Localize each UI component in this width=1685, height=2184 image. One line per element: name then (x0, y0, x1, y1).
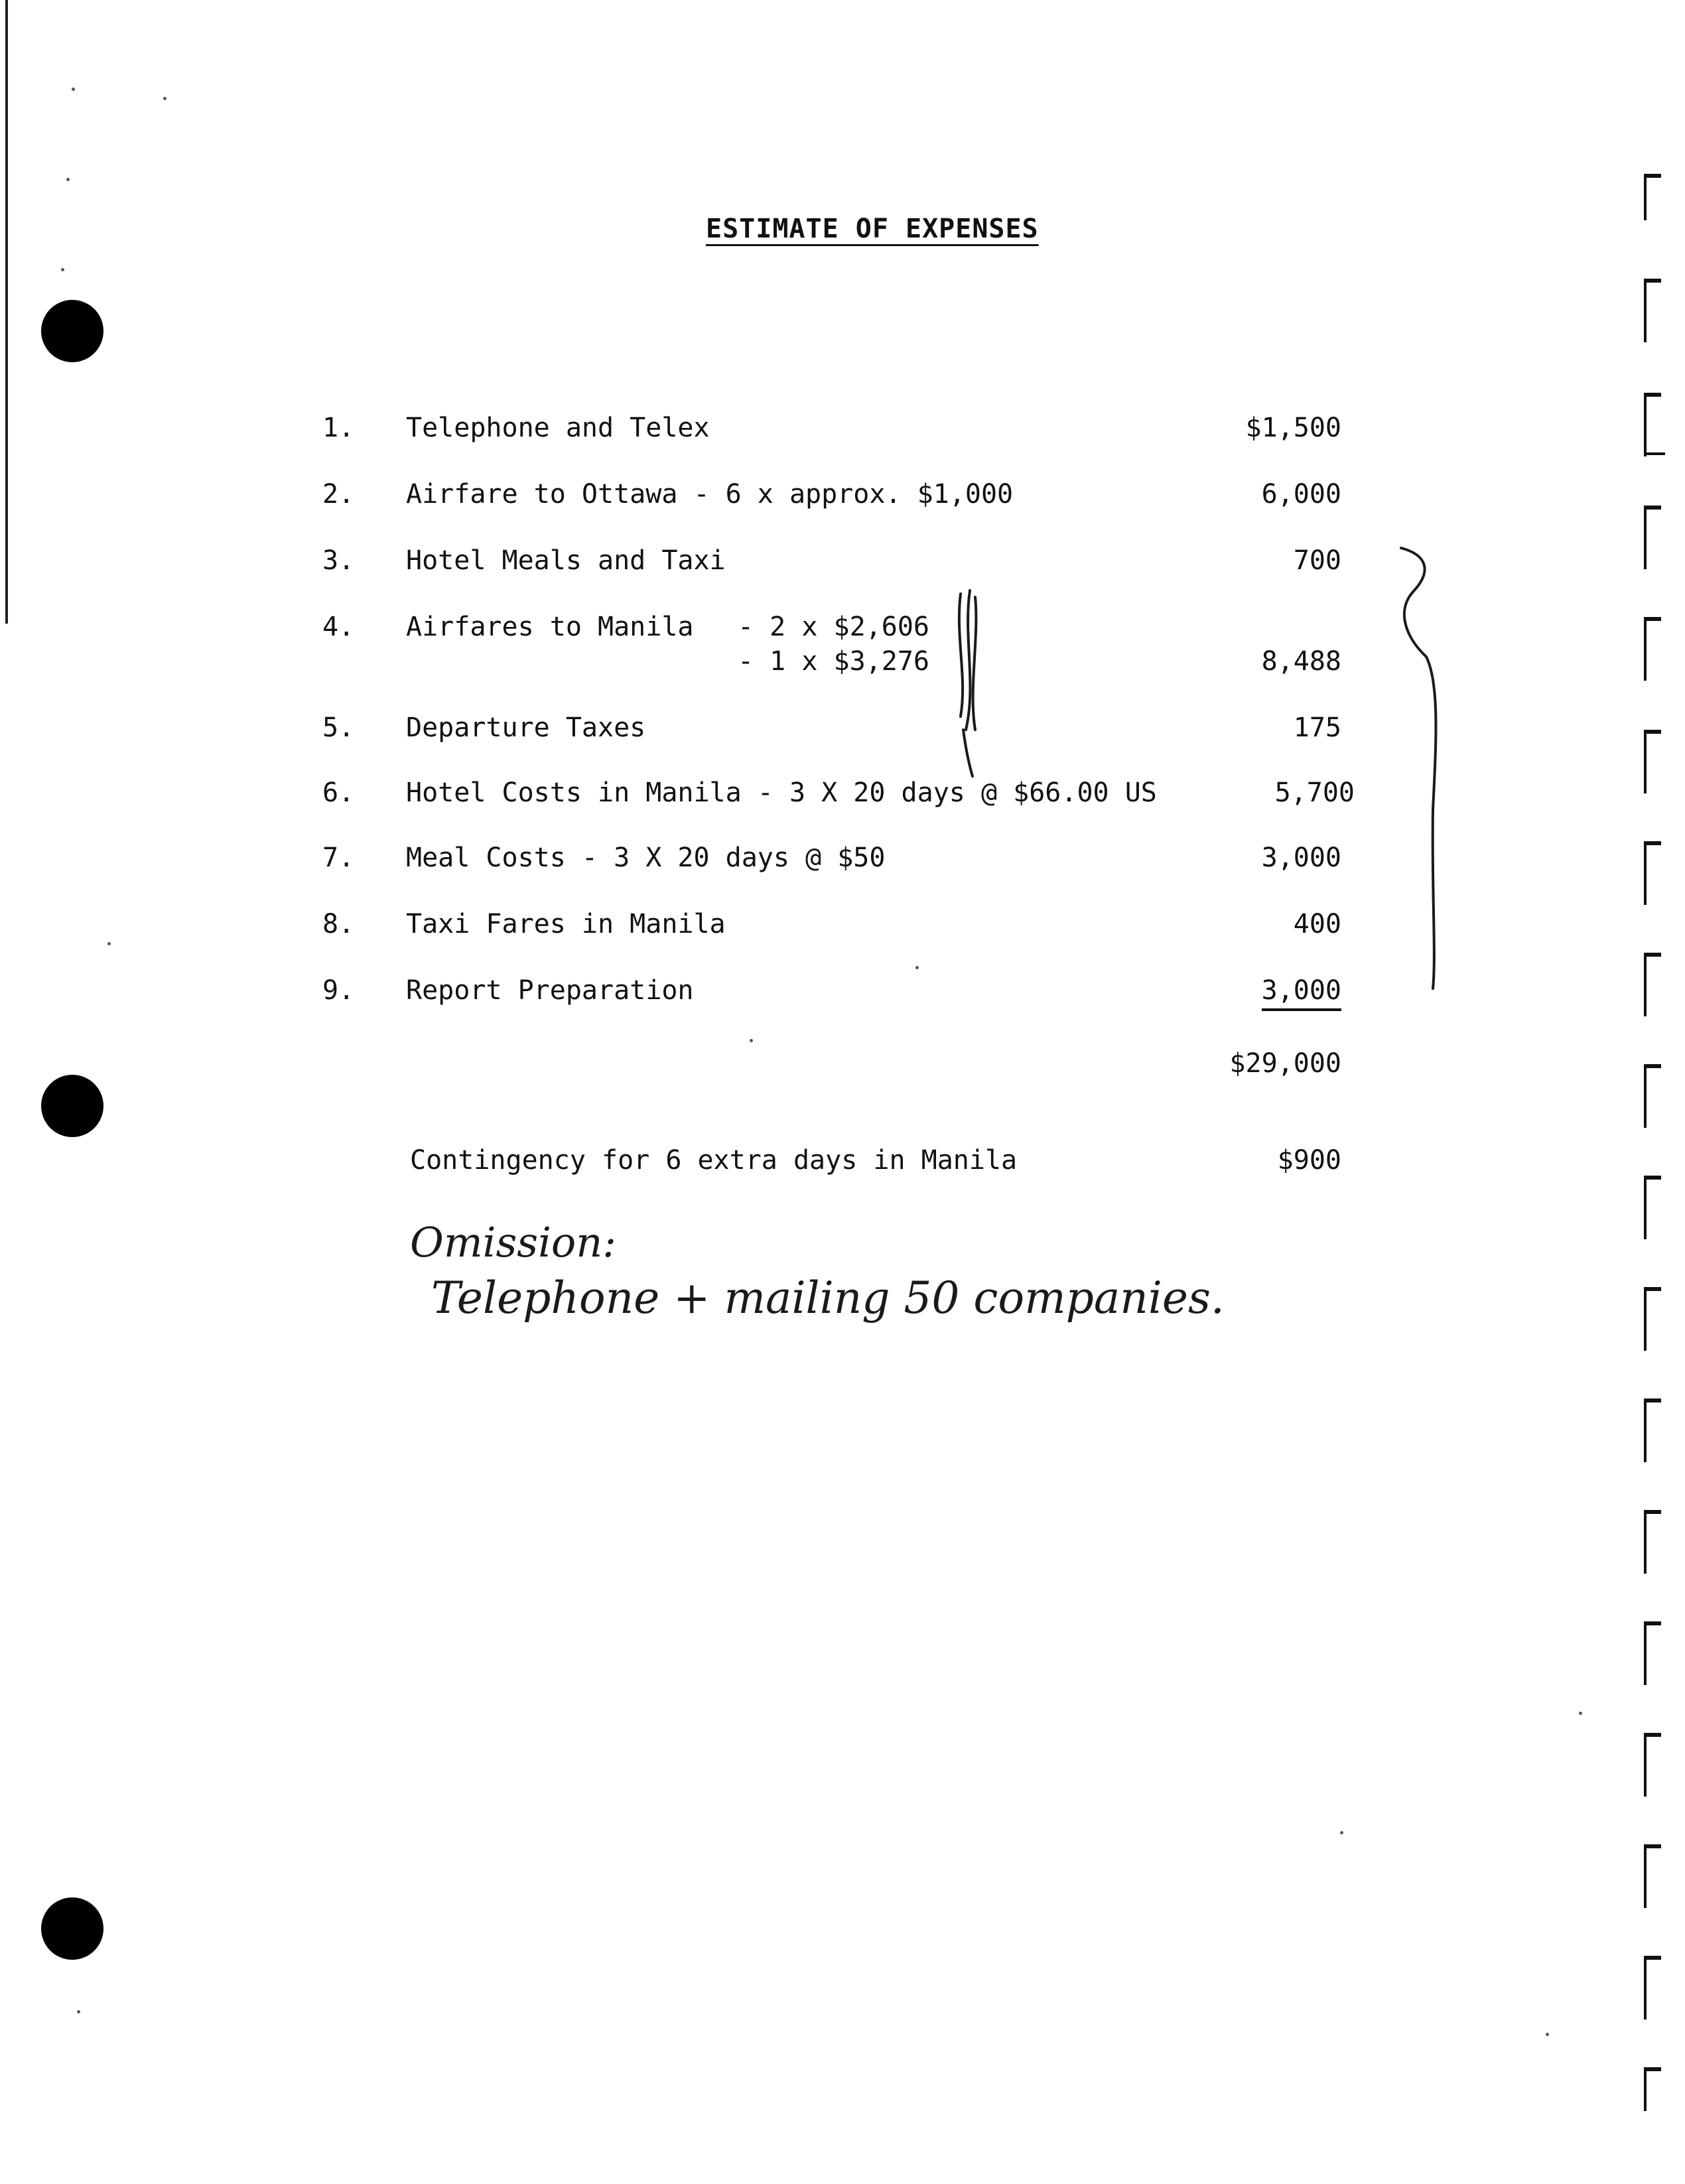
item-description: Airfares to Manila (406, 612, 694, 642)
item-amount: 8,488 (1261, 646, 1341, 677)
contingency-description: Contingency for 6 extra days in Manila (410, 1145, 1018, 1176)
contingency-amount: $900 (1277, 1145, 1341, 1176)
item-amount: 5,700 (1274, 778, 1355, 808)
item-number: 2. (322, 479, 355, 510)
item-number: 5. (322, 713, 355, 743)
item-description: Taxi Fares in Manila (406, 909, 726, 939)
total-amount: $29,000 (1229, 1048, 1341, 1079)
item-amount: 6,000 (1261, 479, 1341, 510)
item-description: Hotel Costs in Manila - 3 X 20 days @ $66.00 US (406, 778, 1157, 808)
item-amount: 175 (1293, 713, 1341, 743)
item-number: 6. (322, 778, 355, 808)
item-number: 9. (322, 975, 355, 1006)
item-amount: $1,500 (1245, 413, 1341, 443)
item-description: Telephone and Telex (406, 413, 710, 443)
item-number: 4. (322, 612, 355, 642)
item-number: 7. (322, 843, 355, 873)
item-amount: 3,000 (1261, 843, 1341, 873)
item-amount: 700 (1293, 545, 1341, 576)
item-number: 3. (322, 545, 355, 576)
item-description: Airfare to Ottawa - 6 x approx. $1,000 (406, 479, 1014, 510)
handwritten-note-text: Telephone + mailing 50 companies. (431, 1272, 1225, 1324)
item-amount: 400 (1293, 909, 1341, 939)
item-description: Meal Costs - 3 X 20 days @ $50 (406, 843, 886, 873)
item-description: Departure Taxes (406, 713, 646, 743)
scribble-mark (959, 590, 977, 776)
handwritten-note-heading: Omission: (410, 1218, 617, 1266)
item-amount-underlined: 3,000 (1262, 975, 1341, 1011)
item-description: Report Preparation (406, 975, 694, 1006)
brace-mark (1401, 548, 1436, 989)
item-description: Hotel Meals and Taxi (406, 545, 726, 576)
item-subline: - 2 x $2,606 (738, 612, 929, 642)
item-number: 1. (322, 413, 355, 443)
page-title: ESTIMATE OF EXPENSES (706, 214, 1039, 244)
item-number: 8. (322, 909, 355, 939)
item-subline: - 1 x $3,276 (738, 646, 929, 677)
